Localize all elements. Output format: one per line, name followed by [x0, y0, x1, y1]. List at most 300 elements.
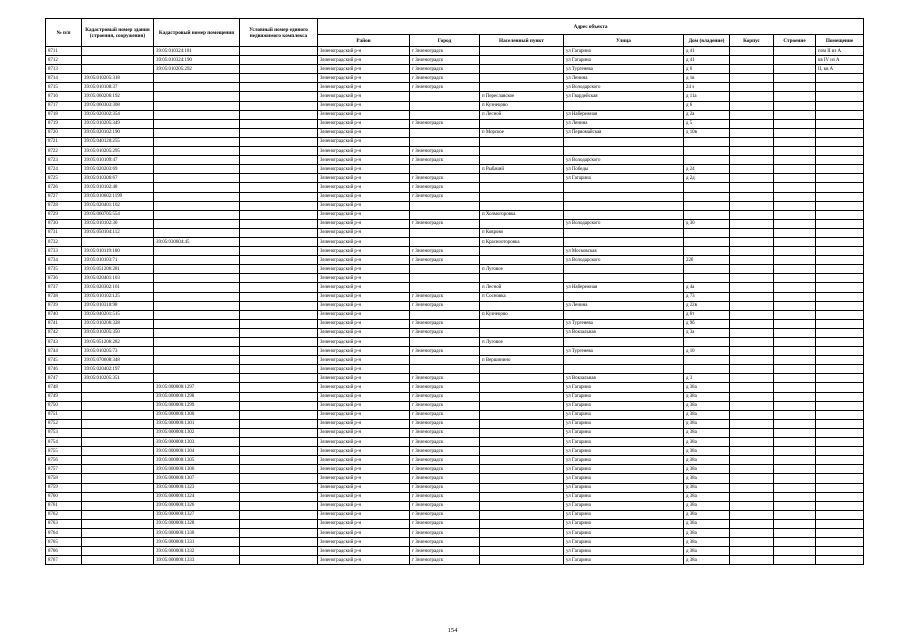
building-cadastral-number: 39:05:010206:328 [82, 319, 154, 328]
table-body [46, 47, 864, 565]
room-cell [816, 183, 864, 192]
street-cell: ул Гагарина [564, 47, 684, 56]
settlement-cell [480, 492, 564, 501]
room-cadastral-number [154, 310, 240, 319]
table-row [46, 438, 864, 447]
settlement-cell [480, 501, 564, 510]
room-cadastral-number [154, 374, 240, 383]
room-cadastral-number [154, 219, 240, 228]
room-cadastral-number [154, 92, 240, 101]
house-cell: д 22в [684, 301, 730, 310]
room-cell [816, 374, 864, 383]
room-cadastral-number: 39:05:000000:1304 [154, 447, 240, 456]
header-cond-num: Условный номер единого недвижимого комплекса [240, 19, 318, 47]
street-cell [564, 147, 684, 156]
city-cell [410, 265, 480, 274]
conditional-number [240, 65, 318, 74]
conditional-number [240, 383, 318, 392]
korpus-cell [730, 56, 774, 65]
building-cell [774, 347, 816, 356]
table-row [46, 338, 864, 347]
street-cell: ул Ленина [564, 119, 684, 128]
room-cadastral-number [154, 183, 240, 192]
building-cell [774, 56, 816, 65]
room-cell [816, 528, 864, 537]
korpus-cell [730, 74, 774, 83]
street-cell [564, 310, 684, 319]
room-cadastral-number: 39:05:000000:1302 [154, 428, 240, 437]
building-cell [774, 283, 816, 292]
street-cell: ул Вокзальная [564, 374, 684, 383]
header-district: Район [318, 35, 410, 47]
house-cell: д 41 [684, 56, 730, 65]
building-cell [774, 47, 816, 56]
table-row [46, 83, 864, 92]
house-cell: д 3а [684, 328, 730, 337]
korpus-cell [730, 119, 774, 128]
korpus-cell [730, 456, 774, 465]
city-cell: г Зеленоградск [410, 347, 480, 356]
conditional-number [240, 319, 318, 328]
table-row [46, 192, 864, 201]
district-cell: Зеленоградский р-н [318, 465, 410, 474]
room-cell [816, 256, 864, 265]
conditional-number [240, 283, 318, 292]
conditional-number [240, 56, 318, 65]
building-cadastral-number [82, 428, 154, 437]
conditional-number [240, 147, 318, 156]
table-row [46, 201, 864, 210]
table-row [46, 219, 864, 228]
settlement-cell [480, 392, 564, 401]
building-cell [774, 310, 816, 319]
table-row [46, 256, 864, 265]
building-cadastral-number [82, 447, 154, 456]
table-row [46, 274, 864, 283]
street-cell [564, 210, 684, 219]
row-num: 8762 [46, 510, 82, 519]
room-cadastral-number [154, 101, 240, 110]
house-cell: д 38а [684, 483, 730, 492]
korpus-cell [730, 219, 774, 228]
house-cell: д 38а [684, 383, 730, 392]
settlement-cell [480, 438, 564, 447]
conditional-number [240, 74, 318, 83]
building-cell [774, 156, 816, 165]
settlement-cell [480, 201, 564, 210]
city-cell: г Зеленоградск [410, 219, 480, 228]
district-cell: Зеленоградский р-н [318, 383, 410, 392]
settlement-cell [480, 328, 564, 337]
settlement-cell [480, 456, 564, 465]
building-cell [774, 483, 816, 492]
house-cell: д 38а [684, 392, 730, 401]
conditional-number [240, 410, 318, 419]
conditional-number [240, 192, 318, 201]
city-cell: г Зеленоградск [410, 474, 480, 483]
korpus-cell [730, 556, 774, 565]
city-cell [410, 128, 480, 137]
building-cadastral-number: 39:05:010102:48 [82, 183, 154, 192]
district-cell: Зеленоградский р-н [318, 237, 410, 246]
header-address-group: Адрес объекта [318, 19, 864, 35]
conditional-number [240, 492, 318, 501]
table-row [46, 56, 864, 65]
house-cell: д 1в [684, 74, 730, 83]
building-cadastral-number [82, 65, 154, 74]
conditional-number [240, 510, 318, 519]
street-cell: ул Гагарина [564, 538, 684, 547]
row-num: 8712 [46, 56, 82, 65]
house-cell [684, 228, 730, 237]
conditional-number [240, 301, 318, 310]
district-cell: Зеленоградский р-н [318, 292, 410, 301]
building-cadastral-number [82, 456, 154, 465]
header-house: Дом (владение) [684, 35, 730, 47]
settlement-cell [480, 383, 564, 392]
building-cadastral-number [82, 401, 154, 410]
street-cell: ул Гагарина [564, 447, 684, 456]
room-cadastral-number: 39:05:000000:1332 [154, 547, 240, 556]
conditional-number [240, 110, 318, 119]
table-row [46, 119, 864, 128]
building-cadastral-number: 39:05:020302:354 [82, 110, 154, 119]
settlement-cell [480, 483, 564, 492]
korpus-cell [730, 110, 774, 119]
building-cadastral-number: 39:05:010119:160 [82, 247, 154, 256]
city-cell: г Зеленоградск [410, 447, 480, 456]
building-cadastral-number [82, 510, 154, 519]
house-cell [684, 201, 730, 210]
settlement-cell [480, 119, 564, 128]
district-cell: Зеленоградский р-н [318, 192, 410, 201]
korpus-cell [730, 519, 774, 528]
district-cell: Зеленоградский р-н [318, 501, 410, 510]
room-cadastral-number: 39:05:000000:1307 [154, 474, 240, 483]
building-cadastral-number: 39:05:060206:192 [82, 92, 154, 101]
house-cell: д 38а [684, 474, 730, 483]
room-cell [816, 237, 864, 246]
city-cell: г Зеленоградск [410, 56, 480, 65]
building-cell [774, 383, 816, 392]
district-cell: Зеленоградский р-н [318, 456, 410, 465]
building-cadastral-number: 39:05:020203:69 [82, 165, 154, 174]
city-cell: г Зеленоградск [410, 319, 480, 328]
room-cell: II, кв А [816, 65, 864, 74]
district-cell: Зеленоградский р-н [318, 374, 410, 383]
building-cell [774, 119, 816, 128]
district-cell: Зеленоградский р-н [318, 274, 410, 283]
house-cell [684, 356, 730, 365]
room-cadastral-number [154, 74, 240, 83]
building-cell [774, 83, 816, 92]
conditional-number [240, 483, 318, 492]
room-cadastral-number: 39:05:030604:45 [154, 237, 240, 246]
room-cadastral-number [154, 165, 240, 174]
building-cell [774, 510, 816, 519]
building-cadastral-number [82, 556, 154, 565]
korpus-cell [730, 174, 774, 183]
district-cell: Зеленоградский р-н [318, 65, 410, 74]
conditional-number [240, 101, 318, 110]
city-cell: г Зеленоградск [410, 456, 480, 465]
city-cell: г Зеленоградск [410, 374, 480, 383]
city-cell: г Зеленоградск [410, 383, 480, 392]
conditional-number [240, 137, 318, 146]
house-cell: 22б [684, 256, 730, 265]
room-cell [816, 519, 864, 528]
settlement-cell [480, 465, 564, 474]
korpus-cell [730, 392, 774, 401]
district-cell: Зеленоградский р-н [318, 447, 410, 456]
room-cell [816, 210, 864, 219]
table-row [46, 165, 864, 174]
table-row [46, 47, 864, 56]
street-cell: ул Володарского [564, 156, 684, 165]
district-cell: Зеленоградский р-н [318, 319, 410, 328]
room-cell [816, 110, 864, 119]
district-cell: Зеленоградский р-н [318, 419, 410, 428]
city-cell: г Зеленоградск [410, 328, 480, 337]
room-cadastral-number: 39:05:000000:1299 [154, 401, 240, 410]
korpus-cell [730, 92, 774, 101]
house-cell [684, 237, 730, 246]
table-row [46, 356, 864, 365]
room-cadastral-number [154, 256, 240, 265]
row-num: 8732 [46, 237, 82, 246]
district-cell: Зеленоградский р-н [318, 547, 410, 556]
building-cell [774, 474, 816, 483]
building-cell [774, 210, 816, 219]
room-cell [816, 474, 864, 483]
room-cell [816, 356, 864, 365]
table-row [46, 510, 864, 519]
settlement-cell [480, 174, 564, 183]
settlement-cell [480, 256, 564, 265]
house-cell: 24 з [684, 83, 730, 92]
row-num: 8716 [46, 92, 82, 101]
korpus-cell [730, 347, 774, 356]
building-cadastral-number: 39:05:010205:73 [82, 347, 154, 356]
room-cell [816, 510, 864, 519]
building-cell [774, 501, 816, 510]
korpus-cell [730, 501, 774, 510]
room-cell [816, 456, 864, 465]
city-cell: г Зеленоградск [410, 247, 480, 256]
row-num: 8726 [46, 183, 82, 192]
conditional-number [240, 328, 318, 337]
room-cell [816, 383, 864, 392]
settlement-cell [480, 428, 564, 437]
building-cell [774, 110, 816, 119]
row-num: 8714 [46, 74, 82, 83]
settlement-cell [480, 556, 564, 565]
district-cell: Зеленоградский р-н [318, 174, 410, 183]
conditional-number [240, 438, 318, 447]
settlement-cell [480, 83, 564, 92]
house-cell: д 38а [684, 510, 730, 519]
room-cell [816, 328, 864, 337]
street-cell: ул Гагарина [564, 510, 684, 519]
building-cell [774, 492, 816, 501]
house-cell: д 6 [684, 65, 730, 74]
house-cell: д 5 [684, 119, 730, 128]
row-num: 8751 [46, 410, 82, 419]
building-cadastral-number [82, 474, 154, 483]
row-num: 8723 [46, 156, 82, 165]
row-num: 8725 [46, 174, 82, 183]
settlement-cell [480, 374, 564, 383]
row-num: 8713 [46, 65, 82, 74]
korpus-cell [730, 492, 774, 501]
building-cadastral-number: 39:05:010205:295 [82, 147, 154, 156]
house-cell [684, 147, 730, 156]
table-row [46, 228, 864, 237]
building-cell [774, 456, 816, 465]
room-cell [816, 201, 864, 210]
city-cell: г Зеленоградск [410, 174, 480, 183]
row-num: 8715 [46, 83, 82, 92]
room-cadastral-number: 39:05:000000:1297 [154, 383, 240, 392]
room-cell [816, 228, 864, 237]
table-row [46, 183, 864, 192]
house-cell [684, 192, 730, 201]
room-cell [816, 538, 864, 547]
house-cell: д 38а [684, 492, 730, 501]
header-cad-building: Кадастровый номер здания (строения, сооружения) [82, 19, 154, 47]
city-cell: г Зеленоградск [410, 538, 480, 547]
city-cell: г Зеленоградск [410, 292, 480, 301]
room-cell [816, 419, 864, 428]
table-row [46, 401, 864, 410]
street-cell: ул Первомайская [564, 128, 684, 137]
district-cell: Зеленоградский р-н [318, 56, 410, 65]
room-cell [816, 156, 864, 165]
room-cadastral-number [154, 347, 240, 356]
city-cell [410, 338, 480, 347]
korpus-cell [730, 83, 774, 92]
table-row [46, 483, 864, 492]
city-cell [410, 101, 480, 110]
building-cadastral-number [82, 501, 154, 510]
building-cell [774, 137, 816, 146]
conditional-number [240, 501, 318, 510]
street-cell: ул Победы [564, 165, 684, 174]
room-cell [816, 192, 864, 201]
building-cadastral-number: 39:05:070608:348 [82, 356, 154, 365]
settlement-cell [480, 156, 564, 165]
registry-table [45, 18, 864, 565]
city-cell: г Зеленоградск [410, 438, 480, 447]
building-cell [774, 374, 816, 383]
room-cadastral-number: 39:05:000000:1323 [154, 483, 240, 492]
row-num: 8758 [46, 474, 82, 483]
table-row [46, 174, 864, 183]
korpus-cell [730, 274, 774, 283]
conditional-number [240, 474, 318, 483]
korpus-cell [730, 256, 774, 265]
district-cell: Зеленоградский р-н [318, 401, 410, 410]
house-cell: д 38а [684, 538, 730, 547]
room-cadastral-number [154, 292, 240, 301]
row-num: 8745 [46, 356, 82, 365]
city-cell [410, 365, 480, 374]
building-cell [774, 192, 816, 201]
conditional-number [240, 347, 318, 356]
table-row [46, 156, 864, 165]
row-num: 8741 [46, 319, 82, 328]
street-cell: ул Гагарина [564, 556, 684, 565]
building-cell [774, 528, 816, 537]
building-cadastral-number [82, 547, 154, 556]
row-num: 8764 [46, 528, 82, 537]
street-cell: ул Вокзальная [564, 328, 684, 337]
building-cell [774, 247, 816, 256]
street-cell: ул Гагарина [564, 438, 684, 447]
korpus-cell [730, 283, 774, 292]
conditional-number [240, 247, 318, 256]
table-row [46, 128, 864, 137]
table-row [46, 456, 864, 465]
street-cell [564, 192, 684, 201]
district-cell: Зеленоградский р-н [318, 147, 410, 156]
conditional-number [240, 83, 318, 92]
table-row [46, 74, 864, 83]
district-cell: Зеленоградский р-н [318, 101, 410, 110]
building-cell [774, 256, 816, 265]
row-num: 8711 [46, 47, 82, 56]
room-cell [816, 83, 864, 92]
city-cell: г Зеленоградск [410, 428, 480, 437]
table-row [46, 410, 864, 419]
city-cell: г Зеленоградск [410, 47, 480, 56]
building-cell [774, 201, 816, 210]
house-cell [684, 137, 730, 146]
city-cell: г Зеленоградск [410, 256, 480, 265]
row-num: 8765 [46, 538, 82, 547]
district-cell: Зеленоградский р-н [318, 110, 410, 119]
building-cell [774, 165, 816, 174]
room-cadastral-number: 39:05:010324:190 [154, 56, 240, 65]
row-num: 8736 [46, 274, 82, 283]
room-cell [816, 128, 864, 137]
row-num: 8729 [46, 210, 82, 219]
table-row [46, 65, 864, 74]
street-cell: ул Ленина [564, 74, 684, 83]
table-row [46, 447, 864, 456]
room-cadastral-number [154, 137, 240, 146]
room-cadastral-number [154, 283, 240, 292]
street-cell [564, 356, 684, 365]
conditional-number [240, 183, 318, 192]
building-cadastral-number: 39:05:040120:255 [82, 137, 154, 146]
building-cell [774, 328, 816, 337]
house-cell: д 6 [684, 101, 730, 110]
table-row [46, 265, 864, 274]
building-cadastral-number [82, 383, 154, 392]
korpus-cell [730, 374, 774, 383]
room-cell [816, 292, 864, 301]
room-cell: пом II из А [816, 47, 864, 56]
city-cell: г Зеленоградск [410, 528, 480, 537]
building-cadastral-number: 39:05:010102:125 [82, 292, 154, 301]
korpus-cell [730, 228, 774, 237]
street-cell: ул Гагарина [564, 528, 684, 537]
room-cell [816, 101, 864, 110]
house-cell: д 9б [684, 319, 730, 328]
street-cell: ул Тургенева [564, 65, 684, 74]
room-cell [816, 174, 864, 183]
